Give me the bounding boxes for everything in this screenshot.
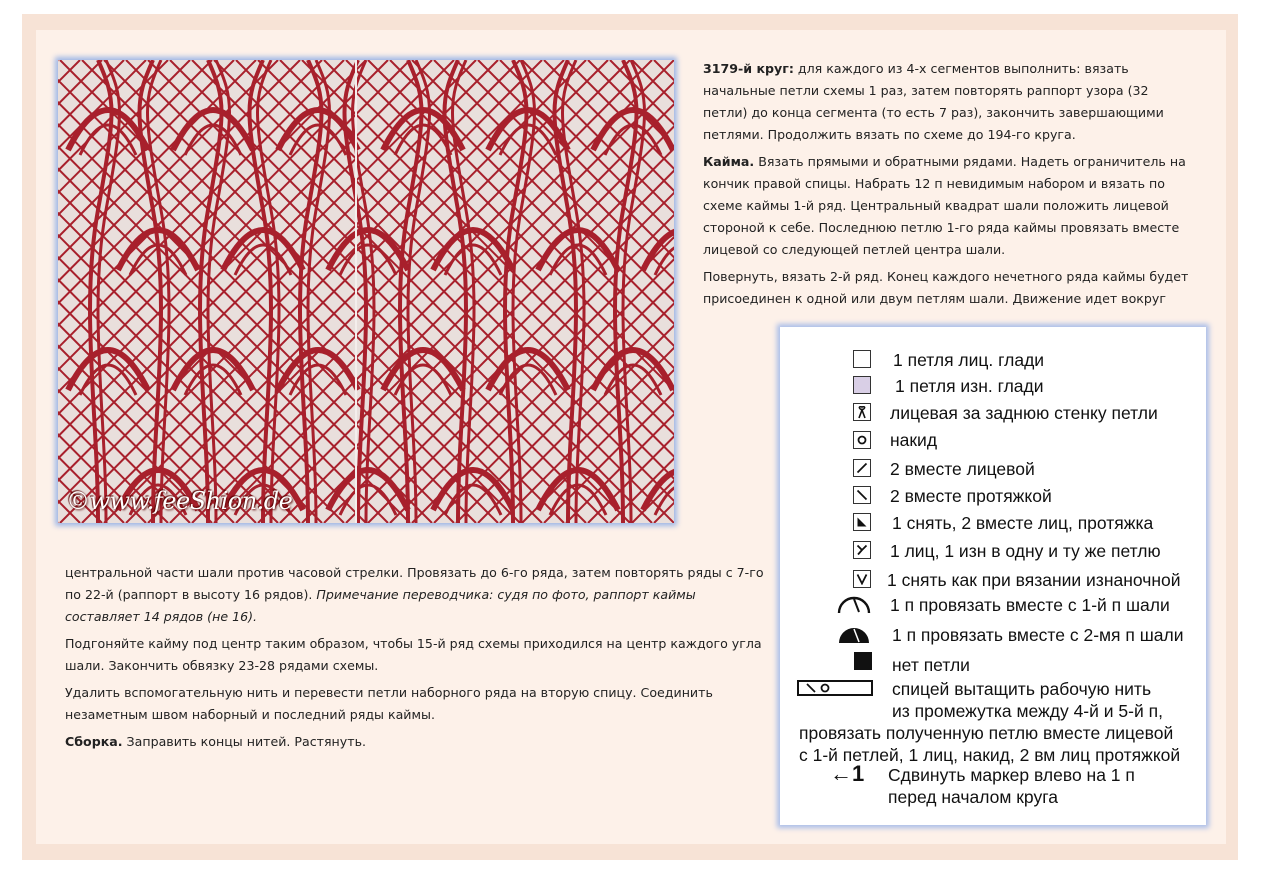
paragraph-assembly: Сборка. Заправить концы нитей. Растянуть. bbox=[65, 734, 367, 749]
symbol-legend bbox=[780, 327, 1206, 825]
slip-purlwise-icon bbox=[853, 570, 871, 588]
special-label-3: провязать полученную петлю вместе лицевой bbox=[799, 723, 1174, 743]
paragraph-continue: центральной части шали против часовой стрелки. Провязать до 6-го ряда, затем повторять ряды с 7-го по 22-й (раппорт в высоту 16 рядов). Примечание переводчика: судя по фото, раппорт каймы составляет 14 рядов (не 16). bbox=[65, 565, 764, 624]
join-2-icon bbox=[836, 623, 872, 645]
legend-label: накид bbox=[890, 430, 938, 450]
marker-label-2: перед началом круга bbox=[888, 787, 1058, 807]
pull-yarn-icon bbox=[797, 680, 873, 696]
paragraph-fit: Подгоняйте кайму под центр таким образом, чтобы 15-й ряд схемы приходился на центр каждого угла шали. Закончить обвязку 23-28 рядами схемы. bbox=[65, 636, 762, 673]
join-1-icon bbox=[836, 593, 872, 615]
marker-label-1: Сдвинуть маркер влево на 1 п bbox=[888, 765, 1135, 785]
paragraph-round: 3179-й круг: для каждого из 4-х сегментов выполнить: вязать начальные петли схемы 1 раз, затем повторять раппорт узора (32 петли) до конца сегмента (то есть 7 раз), закончить завершающими петлями. Продолжить вязать по схеме до 194-го круга. bbox=[703, 61, 1164, 142]
knit-stitch-icon bbox=[853, 350, 871, 368]
no-stitch-icon bbox=[854, 652, 872, 670]
legend-label: 1 петля лиц. глади bbox=[893, 350, 1045, 370]
instructions-top bbox=[703, 58, 1193, 315]
legend-label: 1 петля изн. глади bbox=[895, 376, 1044, 396]
yarn-over-icon bbox=[853, 431, 871, 449]
instructions-bottom bbox=[65, 562, 765, 758]
legend-label: 1 лиц, 1 изн в одну и ту же петлю bbox=[890, 541, 1161, 561]
legend-label: 1 п провязать вместе с 2-мя п шали bbox=[892, 625, 1184, 645]
kfb-icon bbox=[853, 541, 871, 559]
legend-label: нет петли bbox=[892, 655, 970, 675]
legend-label: 1 п провязать вместе с 1-й п шали bbox=[890, 595, 1170, 615]
ssk-icon bbox=[853, 486, 871, 504]
paragraph-turn: Повернуть, вязать 2-й ряд. Конец каждого нечетного ряда каймы будет присоединен к одной или двум петлям шали. Движение идет вокруг bbox=[703, 269, 1189, 306]
lace-pattern-image bbox=[58, 60, 674, 523]
legend-label: 1 снять как при вязании изнаночной bbox=[887, 570, 1181, 590]
special-label-2: из промежутка между 4-й и 5-й п, bbox=[892, 701, 1163, 721]
special-label-4: с 1-й петлей, 1 лиц, накид, 2 вм лиц протяжкой bbox=[799, 745, 1181, 765]
legend-label: 2 вместе протяжкой bbox=[890, 486, 1052, 506]
legend-label: 2 вместе лицевой bbox=[890, 459, 1035, 479]
paragraph-join: Удалить вспомогательную нить и перевести петли наборного ряда на вторую спицу. Соединить незаметным швом наборный и последний ряды каймы. bbox=[65, 685, 713, 722]
purl-stitch-icon bbox=[853, 376, 871, 394]
k2tog-icon bbox=[853, 459, 871, 477]
legend-label: лицевая за заднюю стенку петли bbox=[890, 403, 1158, 423]
sk2p-icon bbox=[853, 513, 871, 531]
photo-watermark: ©www.feeShion.de bbox=[66, 487, 293, 515]
legend-label: 1 снять, 2 вместе лиц, протяжка bbox=[892, 513, 1154, 533]
paragraph-border: Кайма. Вязать прямыми и обратными рядами. Надеть ограничитель на кончик правой спицы. Набрать 12 п невидимым набором и вязать по схеме каймы 1-й ряд. Центральный квадрат шали положить лицевой стороной к себе. Последнюю петлю 1-го ряда каймы провязать вместе лицевой со следующей петлей центра шали. bbox=[703, 154, 1186, 257]
lace-shawl-photo bbox=[58, 60, 674, 523]
knit-tbl-icon bbox=[853, 403, 871, 421]
arrow-left-icon: ←1 bbox=[830, 761, 865, 786]
special-label-1: спицей вытащить рабочую нить bbox=[892, 679, 1152, 699]
